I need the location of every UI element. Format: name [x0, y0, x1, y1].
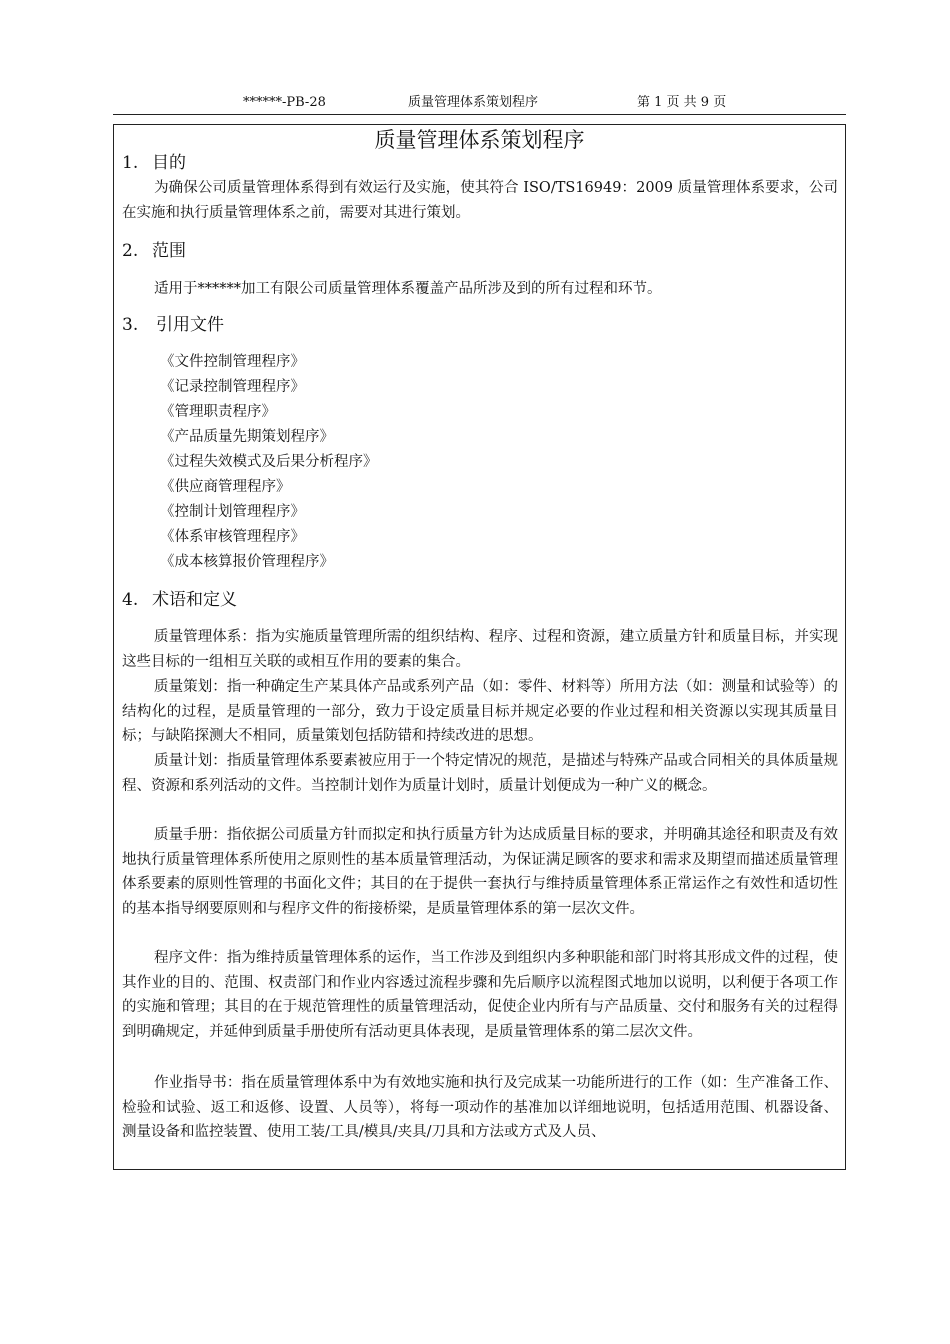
term-paragraph: [122, 625, 838, 674]
header-doc-title: 质量管理体系策划程序: [408, 95, 539, 110]
list-item: 《过程失效模式及后果分析程序》: [160, 454, 378, 470]
list-item: 《控制计划管理程序》: [160, 504, 305, 520]
term-text: 作业指导书：指在质量管理体系中为有效地实施和执行及完成某一功能所进行的工作（如：生产准备工作、检验和试验、返工和返修、设置、人员等），将每一项动作的基准加以详细地说明，包括适用范围、机器设备、测量设备和监控装置、使用工装/工具/模具/夹具/刀具和方法或方式及人员、: [122, 1075, 838, 1141]
section-number: 3.: [122, 315, 139, 335]
purpose-paragraph: [122, 176, 838, 225]
page-header: [113, 94, 846, 112]
list-item: 《管理职责程序》: [160, 404, 276, 420]
section-number: 4.: [122, 590, 139, 610]
document-title: 质量管理体系策划程序: [374, 128, 585, 152]
section-scope-heading: [122, 239, 186, 263]
term-paragraph: [122, 1071, 838, 1145]
header-divider: [113, 114, 846, 115]
term-paragraph: [122, 823, 838, 921]
term-text: 质量计划：指质量管理体系要素被应用于一个特定情况的规范，是描述与特殊产品或合同相关的具体质量规程、资源和系列活动的文件。当控制计划作为质量计划时，质量计划便成为一种广义的概念。: [122, 753, 838, 794]
list-item: 《供应商管理程序》: [160, 479, 291, 495]
section-number: 1.: [122, 153, 139, 173]
term-text: 程序文件：指为维持质量管理体系的运作，当工作涉及到组织内多种职能和部门时将其形成文件的过程，使其作业的目的、范围、权责部门和作业内容透过流程步骤和先后顺序以流程图式地加以说明，以利便于各项工作的实施和管理；其目的在于规范管理性的质量管理活动，促使企业内所有与产品质量、交付和服务有关的过程得到明确规定，并延伸到质量手册使所有活动更具体表现，是质量管理体系的第二层次文件。: [122, 950, 838, 1040]
scope-paragraph: [122, 277, 838, 302]
purpose-text: 为确保公司质量管理体系得到有效运行及实施，使其符合 ISO/TS16949：2009 质量管理体系要求，公司在实施和执行质量管理体系之前，需要对其进行策划。: [122, 180, 838, 221]
list-item: 《文件控制管理程序》: [160, 354, 305, 370]
reference-list: [160, 350, 378, 575]
section-terms-heading: [122, 588, 237, 612]
term-paragraph: [122, 675, 838, 749]
header-doc-code: ******-PB-28: [243, 95, 326, 110]
section-number: 2.: [122, 241, 139, 261]
list-item: 《体系审核管理程序》: [160, 529, 305, 545]
section-title: 术语和定义: [152, 590, 237, 610]
scope-text: 适用于******加工有限公司质量管理体系覆盖产品所涉及到的所有过程和环节。: [154, 281, 662, 297]
list-item: 《记录控制管理程序》: [160, 379, 305, 395]
term-text: 质量管理体系：指为实施质量管理所需的组织结构、程序、过程和资源，建立质量方针和质量目标，并实现这些目标的一组相互关联的或相互作用的要素的集合。: [122, 629, 838, 670]
section-purpose-heading: [122, 151, 186, 175]
term-paragraph: [122, 749, 838, 798]
term-text: 质量策划：指一种确定生产某具体产品或系列产品（如：零件、材料等）所用方法（如：测量和试验等）的结构化的过程，是质量管理的一部分，致力于设定质量目标并规定必要的作业过程和相关资源以实现其质量目标；与缺陷探测大不相同，质量策划包括防错和持续改进的思想。: [122, 679, 838, 745]
list-item: 《成本核算报价管理程序》: [160, 554, 334, 570]
header-page-info: 第 1 页 共 9 页: [637, 95, 727, 110]
list-item: 《产品质量先期策划程序》: [160, 429, 334, 445]
section-title: 目的: [152, 153, 186, 173]
section-title: 范围: [152, 241, 186, 261]
section-title: 引用文件: [156, 315, 224, 335]
term-paragraph: [122, 946, 838, 1044]
section-references-heading: [122, 313, 224, 337]
term-text: 质量手册：指依据公司质量方针而拟定和执行质量方针为达成质量目标的要求，并明确其途径和职责及有效地执行质量管理体系所使用之原则性的基本质量管理活动，为保证满足顾客的要求和需求及期望而描述质量管理体系要素的原则性管理的书面化文件；其目的在于提供一套执行与维持质量管理体系正常运作之有效性和适切性的基本指导纲要原则和与程序文件的衔接桥梁，是质量管理体系的第一层次文件。: [122, 827, 838, 917]
